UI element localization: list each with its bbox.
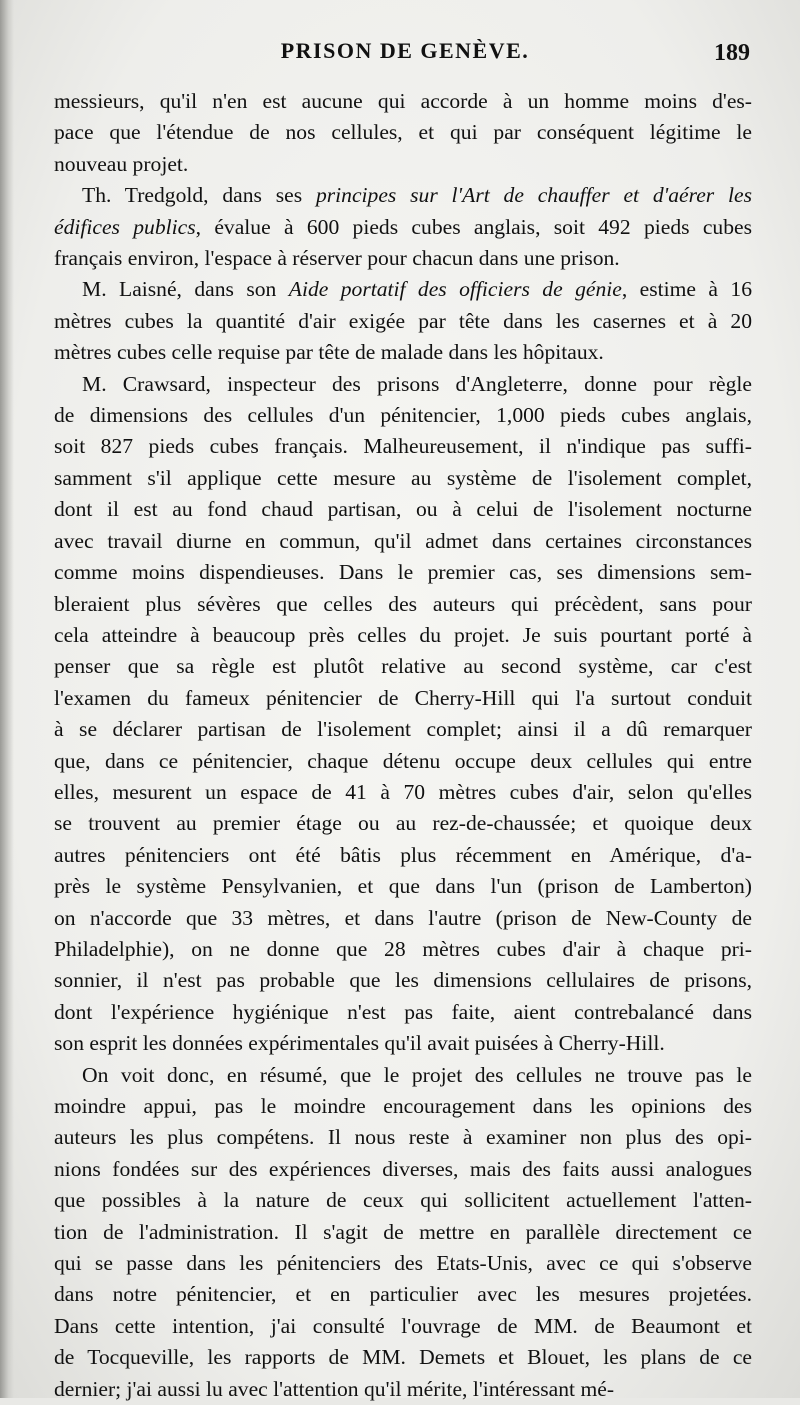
text-line xyxy=(54,589,752,620)
text-line xyxy=(54,400,752,431)
text-line xyxy=(54,494,752,525)
text-line xyxy=(54,714,752,745)
text-line xyxy=(54,463,752,494)
text-line xyxy=(54,212,752,243)
text-run: M. Crawsard, inspecteur des prisons d'Angleterre, donne pour règle xyxy=(82,371,752,396)
text-line xyxy=(54,871,752,902)
text-run: sonnier, il n'est pas probable que les dimensions cellulaires de prisons, xyxy=(54,968,752,993)
text-line xyxy=(54,997,752,1028)
text-run: mètres cubes la quantité d'air exigée par tête dans les casernes et à 20 xyxy=(54,308,752,333)
text-line xyxy=(54,840,752,871)
text-line xyxy=(54,777,752,808)
text-line xyxy=(54,1248,752,1279)
text-run: , évalue à 600 pieds cubes anglais, soit 492 pieds cubes xyxy=(195,214,752,239)
text-run: que possibles à la nature de ceux qui sollicitent actuellement l'atten- xyxy=(54,1188,752,1213)
text-run: avec travail diurne en commun, qu'il admet dans certaines circonstances xyxy=(54,528,752,553)
text-line xyxy=(54,808,752,839)
text-run: tion de l'administration. Il s'agit de mettre en parallèle directement ce xyxy=(54,1219,752,1244)
text-run: l'examen du fameux pénitencier de Cherry-Hill qui l'a surtout conduit xyxy=(54,685,752,710)
text-run: cela atteindre à beaucoup près celles du projet. Je suis pourtant porté à xyxy=(54,622,752,647)
text-line xyxy=(54,903,752,934)
text-run: nouveau projet. xyxy=(54,151,189,176)
text-run: Th. Tredgold, dans ses xyxy=(82,183,316,208)
page-gutter-shadow xyxy=(0,0,14,1398)
text-line xyxy=(54,1091,752,1122)
text-line xyxy=(54,1122,752,1153)
paragraph xyxy=(54,180,752,274)
text-line xyxy=(54,1311,752,1342)
text-line xyxy=(54,526,752,557)
text-line xyxy=(54,149,752,180)
paragraph xyxy=(54,86,752,180)
text-line xyxy=(54,306,752,337)
text-run: dont il est au fond chaud partisan, ou à celui de l'isolement nocturne xyxy=(54,497,752,522)
text-run: elles, mesurent un espace de 41 à 70 mètres cubes d'air, selon qu'elles xyxy=(54,779,752,804)
text-run: Philadelphie), on ne donne que 28 mètres cubes d'air à chaque pri- xyxy=(54,936,752,961)
text-line xyxy=(54,651,752,682)
text-line xyxy=(54,1279,752,1310)
italic-title: principes sur l'Art de chauffer et d'aérer les xyxy=(315,183,752,208)
text-line xyxy=(54,746,752,777)
text-run: M. Laisné, dans son xyxy=(82,277,289,302)
text-line xyxy=(54,1185,752,1216)
text-line xyxy=(54,274,752,305)
running-title: PRISON DE GENÈVE. xyxy=(280,38,530,63)
italic-title: édifices publics xyxy=(54,214,196,239)
page-number: 189 xyxy=(714,40,750,66)
paragraph xyxy=(54,1060,752,1405)
text-line xyxy=(54,1154,752,1185)
page-header xyxy=(60,38,750,74)
paragraph xyxy=(54,369,752,1060)
text-line xyxy=(54,1217,752,1248)
text-run: , estime à 16 xyxy=(621,277,752,302)
text-run: français environ, l'espace à réserver pour chacun dans une prison. xyxy=(54,246,620,271)
paragraph xyxy=(54,274,752,368)
text-run: son esprit les données expérimentales qu'il avait puisées à Cherry-Hill. xyxy=(54,1031,665,1056)
text-line xyxy=(54,1060,752,1091)
text-run: On voit donc, en résumé, que le projet des cellules ne trouve pas le xyxy=(82,1062,752,1087)
text-line xyxy=(54,1342,752,1373)
text-run: penser que sa règle est plutôt relative au second système, car c'est xyxy=(54,654,752,679)
text-run: nions fondées sur des expériences diverses, mais des faits aussi analogues xyxy=(54,1156,752,1181)
text-run: de Tocqueville, les rapports de MM. Demets et Blouet, les plans de ce xyxy=(54,1345,752,1370)
text-run: dans notre pénitencier, et en particulier avec les mesures projetées. xyxy=(54,1282,752,1307)
text-line xyxy=(54,243,752,274)
text-run: près le système Pensylvanien, et que dans l'un (prison de Lamberton) xyxy=(54,874,752,899)
italic-title: Aide portatif des officiers de génie xyxy=(288,277,622,302)
text-line xyxy=(54,1374,752,1405)
text-line xyxy=(54,683,752,714)
text-run: messieurs, qu'il n'en est aucune qui accorde à un homme moins d'es- xyxy=(54,89,752,113)
text-line xyxy=(54,620,752,651)
text-line xyxy=(54,1028,752,1059)
text-run: qui se passe dans les pénitenciers des Etats-Unis, avec ce qui s'observe xyxy=(54,1251,752,1276)
text-run: que, dans ce pénitencier, chaque détenu occupe deux cellules qui entre xyxy=(54,748,752,773)
text-line xyxy=(54,369,752,400)
text-run: samment s'il applique cette mesure au système de l'isolement complet, xyxy=(54,465,752,490)
text-run: dont l'expérience hygiénique n'est pas faite, aient contrebalancé dans xyxy=(54,999,752,1024)
text-run: Dans cette intention, j'ai consulté l'ouvrage de MM. de Beaumont et xyxy=(54,1313,752,1338)
text-line xyxy=(54,934,752,965)
text-run: à se déclarer partisan de l'isolement complet; ainsi il a dû remarquer xyxy=(54,717,752,742)
text-run: soit 827 pieds cubes français. Malheureusement, il n'indique pas suffi- xyxy=(54,434,752,459)
body-text xyxy=(54,86,752,1405)
text-run: de dimensions des cellules d'un pénitencier, 1,000 pieds cubes anglais, xyxy=(54,403,752,428)
text-run: comme moins dispendieuses. Dans le premier cas, ses dimensions sem- xyxy=(54,560,752,585)
text-run: moindre appui, pas le moindre encouragement dans les opinions des xyxy=(54,1094,752,1118)
text-line xyxy=(54,117,752,148)
text-run: bleraient plus sévères que celles des auteurs qui précèdent, sans pour xyxy=(54,591,752,616)
text-run: pace que l'étendue de nos cellules, et qui par conséquent légitime le xyxy=(54,120,752,145)
text-line xyxy=(54,180,752,211)
text-line xyxy=(54,431,752,462)
text-run: autres pénitenciers ont été bâtis plus récemment en Amérique, d'a- xyxy=(54,842,752,867)
text-line xyxy=(54,86,752,117)
text-run: se trouvent au premier étage ou au rez-de-chaussée; et quoique deux xyxy=(54,811,752,836)
text-run: mètres cubes celle requise par tête de malade dans les hôpitaux. xyxy=(54,340,604,365)
text-run: on n'accorde que 33 mètres, et dans l'autre (prison de New-County de xyxy=(54,905,752,930)
text-run: auteurs les plus compétens. Il nous reste à examiner non plus des opi- xyxy=(54,1125,752,1150)
text-line xyxy=(54,965,752,996)
text-run: dernier; j'ai aussi lu avec l'attention qu'il mérite, l'intéressant mé- xyxy=(54,1376,615,1401)
text-line xyxy=(54,337,752,368)
text-line xyxy=(54,557,752,588)
